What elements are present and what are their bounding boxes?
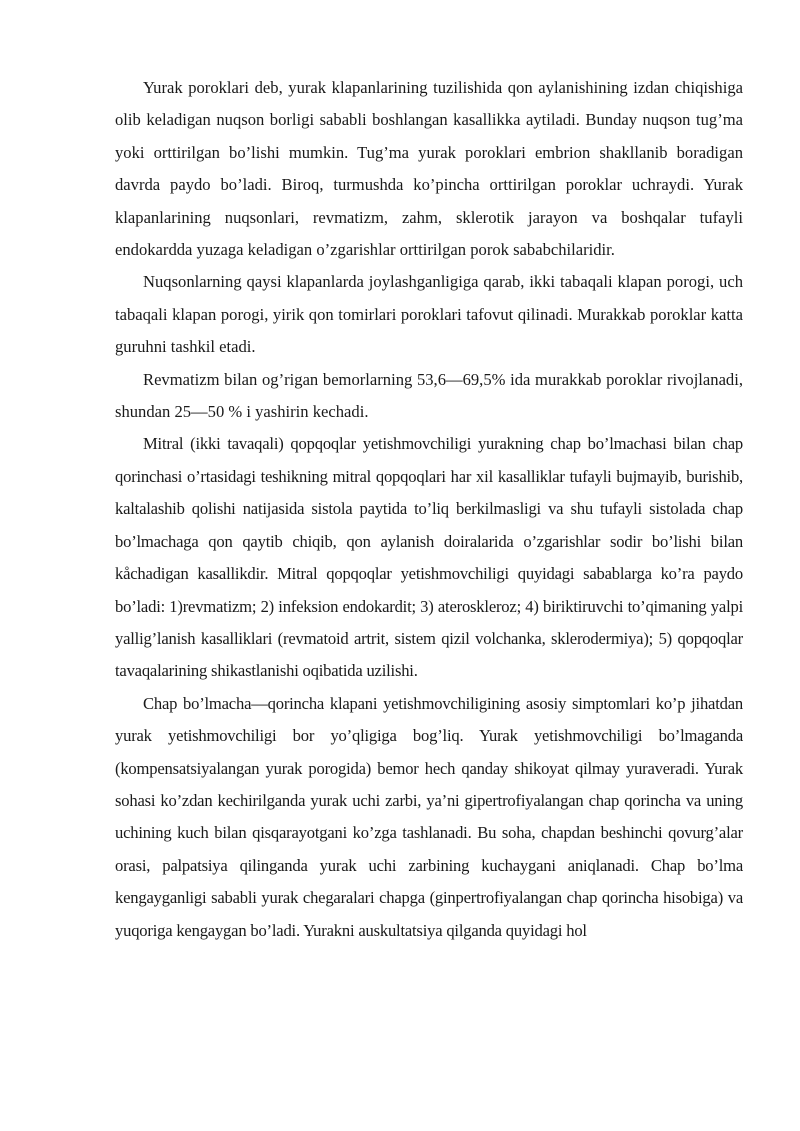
paragraph-simptomlar: Chap bo’lmacha—qorincha klapani yetishmovchiligining asosiy simptomlari ko’p jihatdan yurak yetishmovchiligi bor yo’qligiga bog’liq. Yurak yetishmovchiligi bo’lmaganda (kompensatsiyalangan yurak porogida) bemor hech qanday shikoyat qilmay yuraveradi. Yurak sohasi ko’zdan kechirilganda yurak uchi zarbi, ya’ni gipertrofiyalangan chap qorincha va uning uchining kuch bilan qisqarayotgani ko’zga tashlanadi. Bu soha, chapdan beshinchi qovurg’alar orasi, palpatsiya qilinganda yurak uchi zarbining kuchaygani aniqlanadi. Chap bo’lma kengayganligi sababli yurak chegaralari chapga (ginpertrofiyalangan chap qorincha hisobiga) va yuqoriga kengaygan bo’ladi. Yurakni auskultatsiya qilganda quyidagi hol: [115, 693, 743, 940]
paragraph-mitral-yetishmovchilik: Mitral (ikki tavaqali) qopqoqlar yetishmovchiligi yurakning chap bo’lmachasi bilan chap qorinchasi o’rtasidagi teshikning mitral qopqoqlari har xil kasalliklar tufayli bujmayib, burishib, kaltalashib qolishi natijasida sistola paytida to’liq berkilmasligi va shu tufayli sistolada chap bo’lmachaga qon qaytib chiqib, qon aylanish doiralarida o’zgarishlar sodir bo’lishi bilan kåchadigan kasallikdir. Mitral qopqoqlar yetishmovchiligi quyidagi sabablarga ko’ra paydo bo’ladi: 1)revmatizm; 2) infeksion endokardit; 3) ateroskleroz; 4) biriktiruvchi to’qimaning yalpi yallig’lanish kasalliklari (revmatoid artrit, sistem qizil volchanka, sklerodermiya); 5) qopqoqlar tavaqalarining shikastlanishi oqibatida uzilishi.: [115, 434, 743, 681]
paragraph-revmatizm: Revmatizm bilan og’rigan bemorlarning 53,6—69,5% ida murakkab poroklar rivojlanadi, shundan 25—50 % i yashirin kechadi.: [115, 369, 743, 422]
paragraph-yurak-poroklari: Yurak poroklari deb, yurak klapanlarining tuzilishida qon aylanishining izdan chiqishiga olib keladigan nuqson borligi sababli boshlangan kasallikka aytiladi. Bunday nuqson tug’ma yoki orttirilgan bo’lishi mumkin. Tug’ma yurak poroklari embrion shakllanib boradigan davrda paydo bo’ladi. Biroq, turmushda ko’pincha orttirilgan poroklar uchraydi. Yurak klapanlarining nuqsonlari, revmatizm, zahm, sklerotik jarayon va boshqalar tufayli endokardda yuzaga keladigan o’zgarishlar orttirilgan porok sababchilaridir.: [115, 78, 743, 260]
document-body: [115, 72, 743, 947]
paragraph-nuqsonlar-turlari: Nuqsonlarning qaysi klapanlarda joylashganligiga qarab, ikki tabaqali klapan porogi, uch tabaqali klapan porogi, yirik qon tomirlari poroklari tafovut qilinadi. Murakkab poroklar katta guruhni tashkil etadi.: [115, 272, 743, 357]
